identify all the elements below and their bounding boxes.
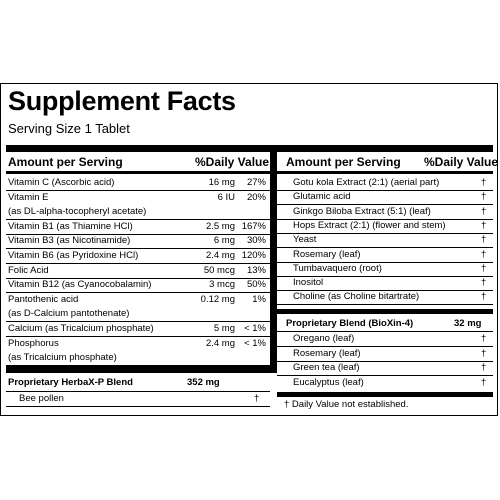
nutrient-dv: < 1% xyxy=(244,337,266,349)
blend-item-name: Green tea (leaf) xyxy=(293,362,360,374)
left-blend-end-line xyxy=(6,406,270,407)
ingredient-mark: † xyxy=(481,234,487,246)
right-bottom-bar xyxy=(277,392,493,397)
nutrient-dv: 13% xyxy=(246,264,266,276)
blend-item-mark: † xyxy=(481,347,487,359)
ingredient-mark: † xyxy=(481,191,487,203)
nutrient-amount: 2.5 mg xyxy=(205,220,235,232)
ingredient-name: Choline (as Choline bitartrate) xyxy=(293,291,420,303)
ingredient-mark: † xyxy=(481,262,487,274)
ingredient-name: Ginkgo Biloba Extract (5:1) (leaf) xyxy=(293,205,431,217)
left-blend-amount: 352 mg xyxy=(187,377,220,388)
nutrient-amount: 0.12 mg xyxy=(200,293,235,305)
blend-divider xyxy=(277,331,493,332)
nutrient-name: Vitamin B3 (as Nicotinamide) xyxy=(8,235,131,247)
nutrient-dv: 167% xyxy=(241,220,266,232)
nutrient-dv: 27% xyxy=(246,177,266,188)
ingredient-mark: † xyxy=(481,277,487,289)
left-header-label: Amount per Serving xyxy=(8,155,123,169)
left-header-bar xyxy=(6,171,270,174)
nutrient-amount: 5 mg xyxy=(213,323,235,334)
ingredient-name: Glutamic acid xyxy=(293,191,351,203)
left-blend-line xyxy=(6,391,270,392)
nutrient-amount: 2.4 mg xyxy=(205,250,235,261)
ingredient-mark: † xyxy=(481,291,487,303)
nutrient-name: Calcium (as Tricalcium phosphate) xyxy=(8,323,154,334)
nutrient-name: Pantothenic acid xyxy=(8,293,79,305)
nutrient-dv: 20% xyxy=(246,191,266,203)
panel-title: Supplement Facts xyxy=(8,86,236,116)
ingredient-name: Rosemary (leaf) xyxy=(293,248,361,260)
ingredient-mark: † xyxy=(481,205,487,217)
ingredient-name: Yeast xyxy=(293,234,317,246)
nutrient-name: (as Tricalcium phosphate) xyxy=(8,352,117,364)
nutrient-name: Vitamin B1 (as Thiamine HCl) xyxy=(8,220,133,232)
right-blend-name: Proprietary Blend (BioXin-4) xyxy=(286,318,414,329)
ingredient-mark: † xyxy=(481,248,487,260)
left-blend-name: Proprietary HerbaX-P Blend xyxy=(8,377,133,388)
blend-item-name: Oregano (leaf) xyxy=(293,333,355,344)
ingredient-name: Inositol xyxy=(293,277,324,289)
nutrient-amount: 6 IU xyxy=(217,191,235,203)
right-blend-amount: 32 mg xyxy=(454,318,482,329)
right-header-label: Amount per Serving xyxy=(286,155,401,169)
nutrient-dv: 50% xyxy=(246,279,266,291)
left-blend-item-mark: † xyxy=(254,393,260,404)
row-divider xyxy=(277,304,493,305)
nutrient-name: Vitamin E xyxy=(8,191,49,203)
left-blend-item: Bee pollen xyxy=(19,393,64,404)
nutrient-dv: 1% xyxy=(252,293,266,305)
nutrient-name: (as D-Calcium pantothenate) xyxy=(8,308,130,320)
blend-item-mark: † xyxy=(481,333,487,344)
left-header-dv: %Daily Value xyxy=(195,155,270,169)
blend-item-name: Rosemary (leaf) xyxy=(293,347,361,359)
right-blend-bar xyxy=(277,309,493,314)
nutrient-name: Vitamin C (Ascorbic acid) xyxy=(8,177,115,188)
blend-item-mark: † xyxy=(481,376,487,388)
nutrient-amount: 2.4 mg xyxy=(205,337,235,349)
blend-item-mark: † xyxy=(481,362,487,374)
left-blend-bar xyxy=(6,366,270,373)
nutrient-amount: 3 mcg xyxy=(209,279,235,291)
right-header-bar xyxy=(277,171,493,174)
right-header-dv: %Daily Value xyxy=(424,155,499,169)
nutrient-name: Vitamin B12 (as Cyanocobalamin) xyxy=(8,279,152,291)
footnote: † Daily Value not established. xyxy=(284,399,409,410)
nutrient-name: Phosphorus xyxy=(8,337,59,349)
ingredient-name: Tumbavaquero (root) xyxy=(293,262,382,274)
ingredient-name: Gotu kola Extract (2:1) (aerial part) xyxy=(293,177,440,188)
nutrient-name: Folic Acid xyxy=(8,264,49,276)
nutrient-amount: 50 mcg xyxy=(203,264,235,276)
ingredient-mark: † xyxy=(481,177,487,188)
nutrient-dv: 120% xyxy=(241,250,266,261)
ingredient-name: Hops Extract (2:1) (flower and stem) xyxy=(293,219,446,231)
serving-size: Serving Size 1 Tablet xyxy=(8,121,130,136)
nutrient-amount: 6 mg xyxy=(213,235,235,247)
nutrient-name: Vitamin B6 (as Pyridoxine HCl) xyxy=(8,250,139,261)
column-divider xyxy=(270,145,277,373)
ingredient-mark: † xyxy=(481,219,487,231)
nutrient-dv: 30% xyxy=(246,235,266,247)
nutrient-amount: 16 mg xyxy=(208,177,235,188)
nutrient-dv: < 1% xyxy=(244,323,266,334)
nutrient-name: (as DL-alpha-tocopheryl acetate) xyxy=(8,206,147,218)
top-thick-bar xyxy=(6,145,493,152)
blend-item-name: Eucalyptus (leaf) xyxy=(293,376,364,388)
